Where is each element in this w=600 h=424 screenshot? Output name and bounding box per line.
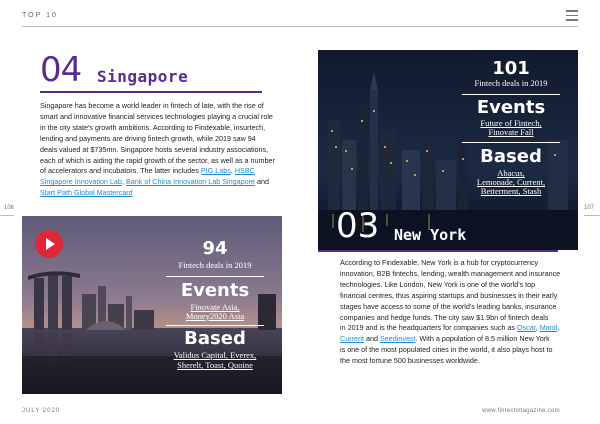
issue-date: JULY 2020 [22, 408, 61, 414]
text-line: in 2019 and is the headquarters for companies such as Oscar, Mantl, [340, 323, 560, 333]
event-name: Money2020 Asia [185, 311, 245, 321]
article-body-singapore [40, 101, 276, 199]
link-mantl[interactable]: Mantl [539, 323, 558, 333]
text-line: is one of the most populated cities in the world, it also plays host to [340, 345, 553, 355]
section-label: TOP 10 [22, 12, 58, 19]
text-line: technologies. Like London, New York is one of the world's top [340, 279, 536, 289]
play-video-button[interactable] [35, 230, 63, 258]
text-line: Singapore has become a world leader in fintech of late, with the rise of [40, 101, 264, 110]
deal-count-new-york: 101 [492, 58, 530, 79]
event-name: Finovate Asia, [190, 302, 240, 312]
text-line: According to Findexable, New York is a hub for cryptocurrency [340, 258, 539, 267]
text-line: companies and hedge funds. The city saw $1.9bn of fintech deals [340, 312, 549, 322]
text-line: financial centres, thus aspiring startups and businesses in their early [340, 290, 558, 300]
new-york-skyline-photo [318, 50, 578, 250]
text-line: each of which is aiding the rapid growth of the sector, as well as a number [40, 155, 275, 165]
text-line: stages have access to some of the world's leading banks, insurance [340, 301, 557, 311]
link-pig-labs[interactable]: PIG Labs [200, 166, 231, 176]
company-names: Validus Capital, Everex, [173, 350, 257, 360]
event-name: Finovate Fall [488, 127, 534, 137]
text-line: smart and innovative financial services technologies playing a crucial role [40, 111, 273, 121]
rank-number-new-york: 03 [336, 206, 380, 246]
link-start-path[interactable]: Start Path Global Mastercard [40, 188, 133, 198]
company-names: Lemonade, Current, [476, 177, 546, 187]
deal-count-label-new-york: Fintech deals in 2019 [474, 78, 548, 88]
rank-number-singapore: 04 [40, 50, 82, 90]
city-title-new-york: New York [394, 226, 467, 244]
link-hsbc[interactable]: HSBC [234, 166, 255, 176]
singapore-skyline-photo [22, 216, 282, 394]
company-names: Sherelt, Toast, Quoine [177, 360, 253, 370]
text-line: lending and payments are driving fintech growth, while 2019 saw 94 [40, 133, 256, 143]
title-underline-new-york [318, 250, 558, 252]
link-bank-of-china-lab[interactable]: Bank of China Innovation Lab Singapore [125, 177, 256, 187]
event-name: Future of Fintech, [480, 118, 542, 128]
link-currerit[interactable]: Currerit [340, 334, 364, 344]
text-line [40, 188, 276, 199]
text-line: of accelerators and incubators. The latter includes PIG Labs, HSBC [40, 166, 255, 176]
text-line: in the city state's growth ambitions. According to Findexable, insurtech, [40, 122, 266, 132]
text-line: deals valued at $735mn. Singapore hosts several industry associations, [40, 144, 269, 154]
based-heading-singapore: Based [184, 328, 246, 349]
website-link[interactable]: www.fintechmagazine.com [482, 408, 560, 414]
hamburger-menu-icon[interactable] [566, 10, 578, 21]
deal-count-singapore: 94 [202, 238, 228, 259]
link-singapore-innovation-lab[interactable]: Singapore Innovation Lab [40, 177, 122, 187]
text-line: Currerit and Seedinvest. With a population of 8.5 million New York [340, 334, 550, 344]
company-names: Abacus, [497, 168, 525, 178]
based-heading-new-york: Based [480, 146, 542, 167]
text-line: innovation, B2B fintechs, lending, wealth management and insurance [340, 268, 561, 278]
article-body-new-york [340, 258, 578, 367]
events-heading-new-york: Events [476, 97, 546, 118]
events-heading-singapore: Events [180, 280, 250, 301]
header-divider [22, 26, 578, 27]
page-marker-left [0, 215, 14, 216]
page-number-right: 107 [584, 205, 595, 211]
link-seedinvest[interactable]: Seedinvest [379, 334, 416, 344]
stat-divider [166, 276, 264, 277]
title-underline-singapore [40, 91, 262, 93]
deal-count-label-singapore: Fintech deals in 2019 [178, 260, 252, 270]
stat-divider [462, 142, 560, 143]
play-icon [35, 230, 63, 258]
company-names: Betterment, Stash [480, 186, 542, 196]
page-marker-right [584, 215, 600, 216]
stat-divider [166, 325, 264, 326]
page-number-left: 106 [4, 205, 15, 211]
city-title-singapore: Singapore [97, 67, 189, 86]
link-oscar[interactable]: Oscar [517, 323, 536, 333]
text-line: Singapore Innovation Lab, Bank of China Innovation Lab Singapore and [40, 177, 270, 187]
text-line: the most fortune 500 businesses worldwide. [340, 356, 480, 366]
stat-divider [462, 94, 560, 95]
